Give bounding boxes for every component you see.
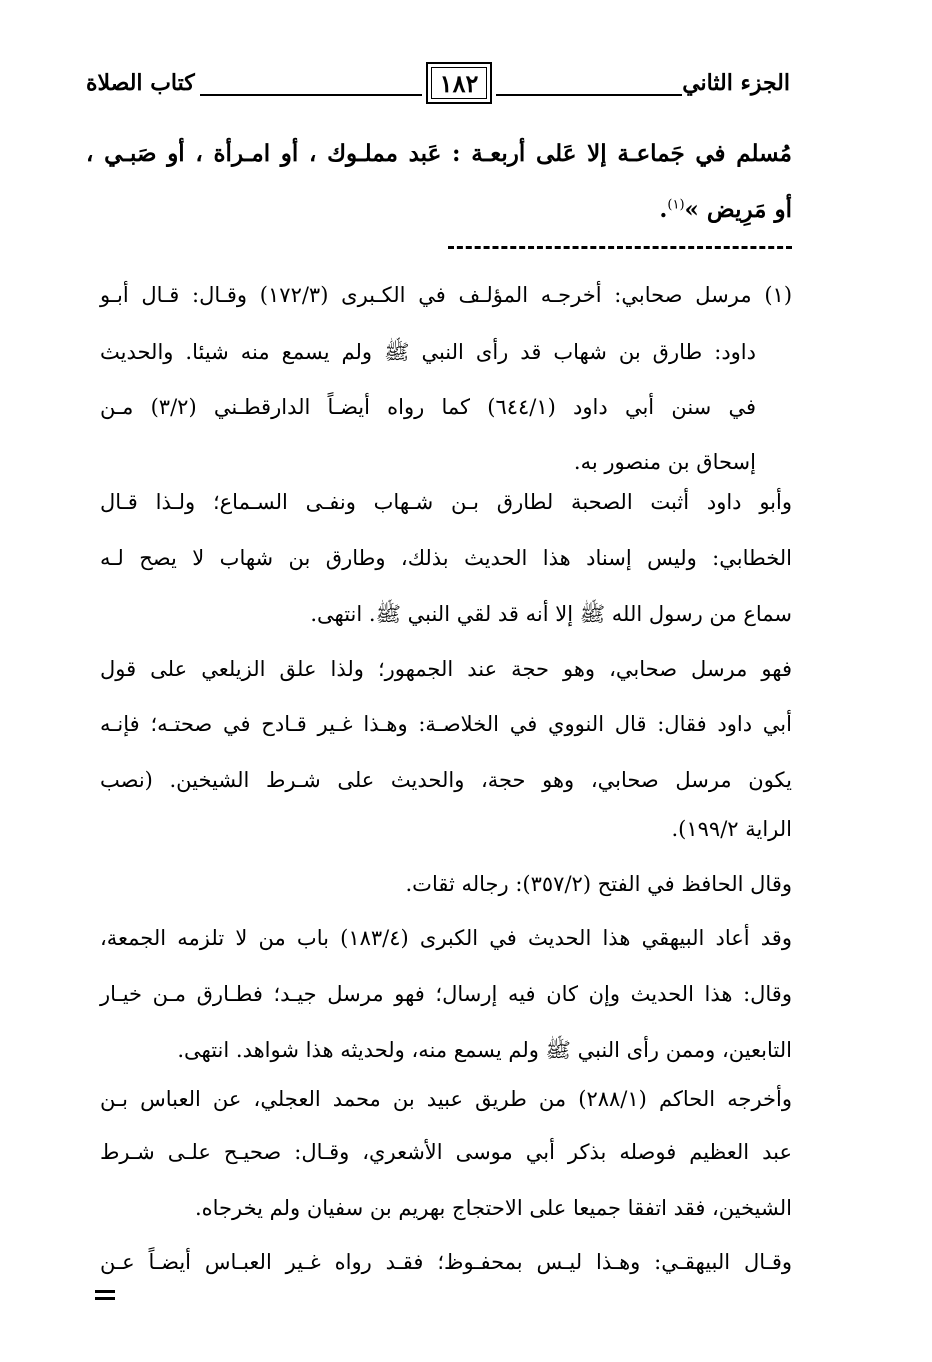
main-text-line-2-body: أو مَرِيض » [684,196,792,223]
page-number-box [426,62,492,104]
main-text-line-1: مُسلم في جَماعـة إلا عَلى أربعـة : عَبد مملـوك ، أو امـرأة ، أو صَبـي ، [86,140,792,167]
header-rule-right [496,94,682,96]
footnote-line: عبد العظيم فوصله بذكر أبي موسى الأشعري، وقـال: صحيـح علـى شـرط [100,1140,792,1164]
footnote-line: الراية ١٩٩/٢). [671,817,792,841]
footnote-line: وقد أعاد البيهقي هذا الحديث في الكبرى (١٨٣/٤) باب من لا تلزمه الجمعة، [100,926,792,950]
footnote-line: في سنن أبي داود (٦٤٤/١) كما رواه أيضـاً الدارقطـني (٣/٢) مـن [100,395,756,419]
footnote-separator [448,246,792,249]
footnote-line: الشيخين، فقد اتفقا جميعا على الاحتجاج بهريم بن سفيان ولم يخرجاه. [194,1196,792,1220]
main-text-line-2 [86,196,792,223]
continuation-mark [95,1290,115,1300]
footnote-line: الخطابي: وليس إسناد هذا الحديث بذلك، وطارق بن شهاب لا يصح لـه [100,546,792,570]
footnote-line: وقال: هذا الحديث وإن كان فيه إرسال؛ فهو مرسل جيـد؛ فطـارق مـن خيـار [100,982,792,1006]
footnote-line: يكون مرسل صحابي، وهو حجة، والحديث على شـرط الشيخين. (نصب [100,768,792,792]
footnote-line: داود: طارق بن شهاب قد رأى النبي ﷺ ولم يسمع منه شيئا. والحديث [100,340,756,364]
footnote-line: فهو مرسل صحابي، وهو حجة عند الجمهور؛ ولذا علق الزيلعي على قول [100,657,792,681]
running-header-volume: الجزء الثاني [682,70,790,96]
footnote-line: سماع من رسول الله ﷺ إلا أنه قد لقي النبي ﷺ. انتهى. [310,602,792,626]
main-text-line-2-end: . [659,196,668,223]
footnote-line: التابعين، وممن رأى النبي ﷺ ولم يسمع منه، ولحديثه هذا شواهد. انتهى. [177,1038,792,1062]
footnote-line: وأخرجه الحاكم (٢٨٨/١) من طريق عبيد بن محمد العجلي، عن العباس بـن [100,1087,792,1111]
running-header-book-title: كتاب الصلاة [86,70,195,96]
footnote-reference-marker: (١) [667,197,685,213]
footnote-line: أبي داود فقال: قال النووي في الخلاصـة: وهـذا غـير قـادح في صحتـه؛ فإنـه [100,712,792,736]
footnote-line: وقال الحافظ في الفتح (٣٥٧/٢): رجاله ثقات. [405,872,792,896]
footnote-line: وأبو داود أثبت الصحبة لطارق بـن شـهاب ونفـى السـماع؛ ولـذا قـال [100,490,792,514]
header-rule-left [200,94,422,96]
footnote-line: وقـال البيهقـي: وهـذا ليـس بمحفـوظ؛ فقـد رواه غـير العبـاس أيضـاً عـن [100,1250,792,1274]
page-number: ١٨٢ [439,68,479,98]
footnote-line: (١) مرسل صحابي: أخرجـه المؤلـف في الكـبرى (١٧٢/٣) وقـال: قـال أبـو [100,283,793,307]
footnote-line: إسحاق بن منصور به. [573,450,756,474]
